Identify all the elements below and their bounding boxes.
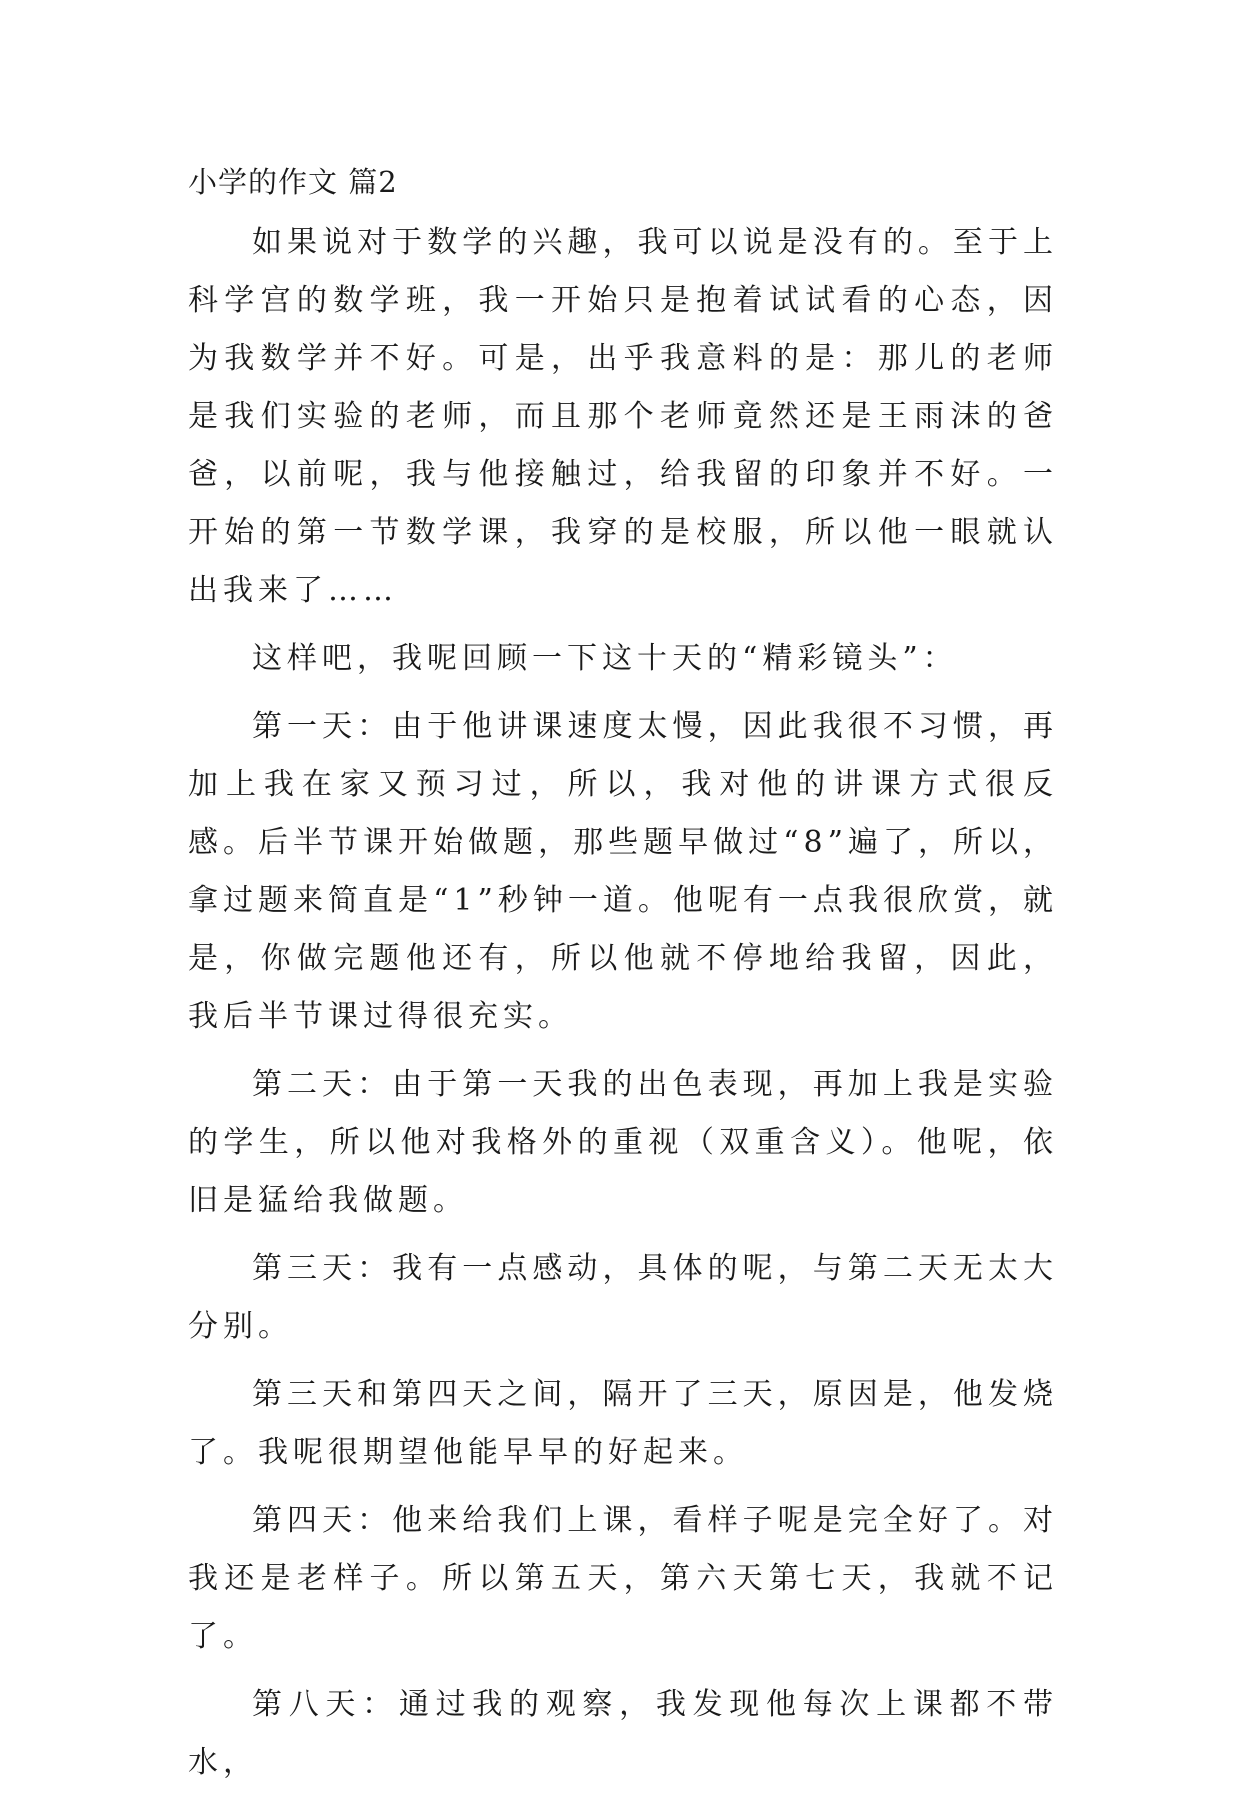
- paragraph-review: 这样吧，我呢回顾一下这十天的“精彩镜头”：: [252, 641, 958, 676]
- paragraph-day-2: 第二天：由于第一天我的出色表现，再加上我是实验的学生，所以他对我格外的重视（双重含义）。他呢，依旧是猛给我做题。: [188, 1067, 1058, 1218]
- document-page: [188, 160, 1058, 1802]
- paragraph-intro: 如果说对于数学的兴趣，我可以说是没有的。至于上科学宫的数学班，我一开始只是抱着试试看的心态，因为我数学并不好。可是，出乎我意料的是：那儿的老师是我们实验的老师，而且那个老师竟然还是王雨沫的爸爸，以前呢，我与他接触过，给我留的印象并不好。一开始的第一节数学课，我穿的是校服，所以他一眼就认出我来了……: [188, 225, 1058, 608]
- paragraph-day-3: 第三天：我有一点感动，具体的呢，与第二天无太大分别。: [188, 1251, 1058, 1344]
- paragraph-day-1: 第一天：由于他讲课速度太慢，因此我很不习惯，再加上我在家又预习过，所以，我对他的讲课方式很反感。后半节课开始做题，那些题早做过“8”遍了，所以，拿过题来简直是“1”秒钟一道。他呢有一点我很欣赏，就是，你做完题他还有，所以他就不停地给我留，因此，我后半节课过得很充实。: [188, 709, 1058, 1034]
- paragraph-day-8: 第八天：通过我的观察，我发现他每次上课都不带水，: [188, 1687, 1058, 1780]
- document-title: 小学的作文 篇2: [188, 165, 398, 199]
- paragraph-break: 第三天和第四天之间，隔开了三天，原因是，他发烧了。我呢很期望他能早早的好起来。: [188, 1377, 1058, 1470]
- paragraph-day-4: 第四天：他来给我们上课，看样子呢是完全好了。对我还是老样子。所以第五天，第六天第七天，我就不记了。: [188, 1503, 1058, 1654]
